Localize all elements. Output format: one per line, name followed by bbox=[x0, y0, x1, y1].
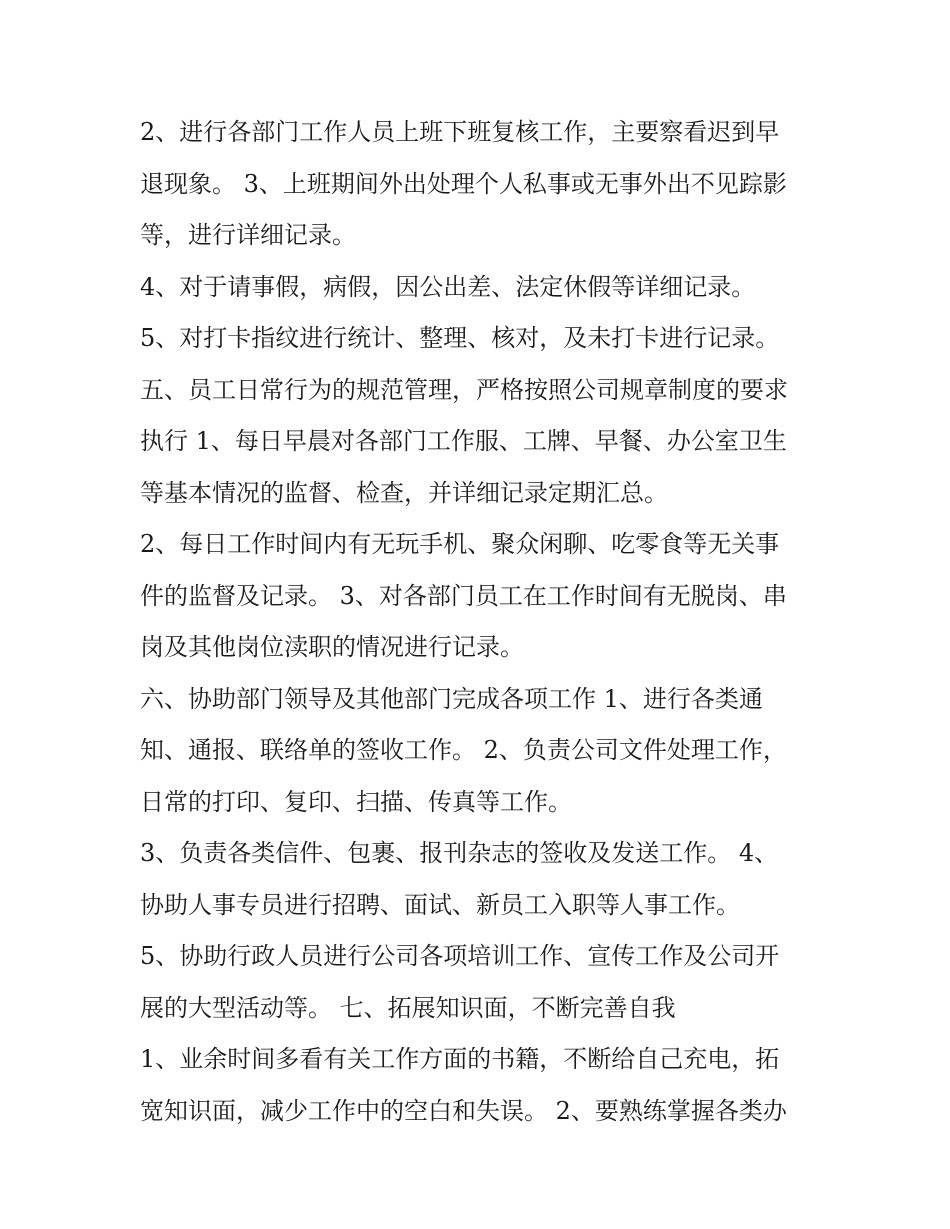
text-line: 退现象。 3、上班期间外出处理个人私事或无事外出不见踪影 bbox=[140, 169, 787, 198]
paragraph-self-improvement bbox=[140, 1034, 820, 1137]
text-line: 等基本情况的监督、检查，并详细记录定期汇总。 bbox=[140, 478, 668, 507]
paragraph-work-time-supervision bbox=[140, 519, 820, 674]
text-line: 展的大型活动等。 七、拓展知识面，不断完善自我 bbox=[140, 993, 676, 1022]
text-line: 五、员工日常行为的规范管理，严格按照公司规章制度的要求 bbox=[140, 375, 788, 404]
text-line: 宽知识面，减少工作中的空白和失误。 2、要熟练掌握各类办 bbox=[140, 1096, 787, 1125]
paragraph-leave-records bbox=[140, 262, 820, 314]
text-line: 2、进行各部门工作人员上班下班复核工作，主要察看迟到早 bbox=[140, 118, 780, 146]
document-body bbox=[140, 107, 820, 1137]
paragraph-training-and-section-seven bbox=[140, 931, 820, 1034]
paragraph-section-five bbox=[140, 365, 820, 520]
text-line: 六、协助部门领导及其他部门完成各项工作 1、进行各类通 bbox=[140, 684, 763, 713]
text-line: 件的监督及记录。 3、对各部门员工在工作时间有无脱岗、串 bbox=[140, 581, 787, 610]
text-line: 日常的打印、复印、扫描、传真等工作。 bbox=[140, 787, 572, 816]
text-line: 4、对于请事假，病假，因公出差、法定休假等详细记录。 bbox=[140, 272, 756, 301]
paragraph-mail-and-hr bbox=[140, 828, 820, 931]
paragraph-fingerprint-stats bbox=[140, 313, 820, 365]
paragraph-section-six bbox=[140, 674, 820, 829]
text-line: 5、协助行政人员进行公司各项培训工作、宣传工作及公司开 bbox=[140, 942, 780, 970]
paragraph-attendance-review bbox=[140, 107, 820, 262]
text-line: 3、负责各类信件、包裹、报刊杂志的签收及发送工作。 4、 bbox=[140, 839, 779, 867]
text-line: 执行 1、每日早晨对各部门工作服、工牌、早餐、办公室卫生 bbox=[140, 427, 787, 455]
text-line: 知、通报、联络单的签收工作。 2、负责公司文件处理工作， bbox=[140, 736, 787, 764]
text-line: 1、业余时间多看有关工作方面的书籍，不断给自己充电，拓 bbox=[140, 1045, 780, 1073]
text-line: 2、每日工作时间内有无玩手机、聚众闲聊、吃零食等无关事 bbox=[140, 530, 780, 558]
text-line: 岗及其他岗位渎职的情况进行记录。 bbox=[140, 633, 524, 661]
text-line: 协助人事专员进行招聘、面试、新员工入职等人事工作。 bbox=[140, 890, 740, 919]
text-line: 5、对打卡指纹进行统计、整理、核对，及未打卡进行记录。 bbox=[140, 324, 780, 352]
text-line: 等，进行详细记录。 bbox=[140, 221, 356, 249]
